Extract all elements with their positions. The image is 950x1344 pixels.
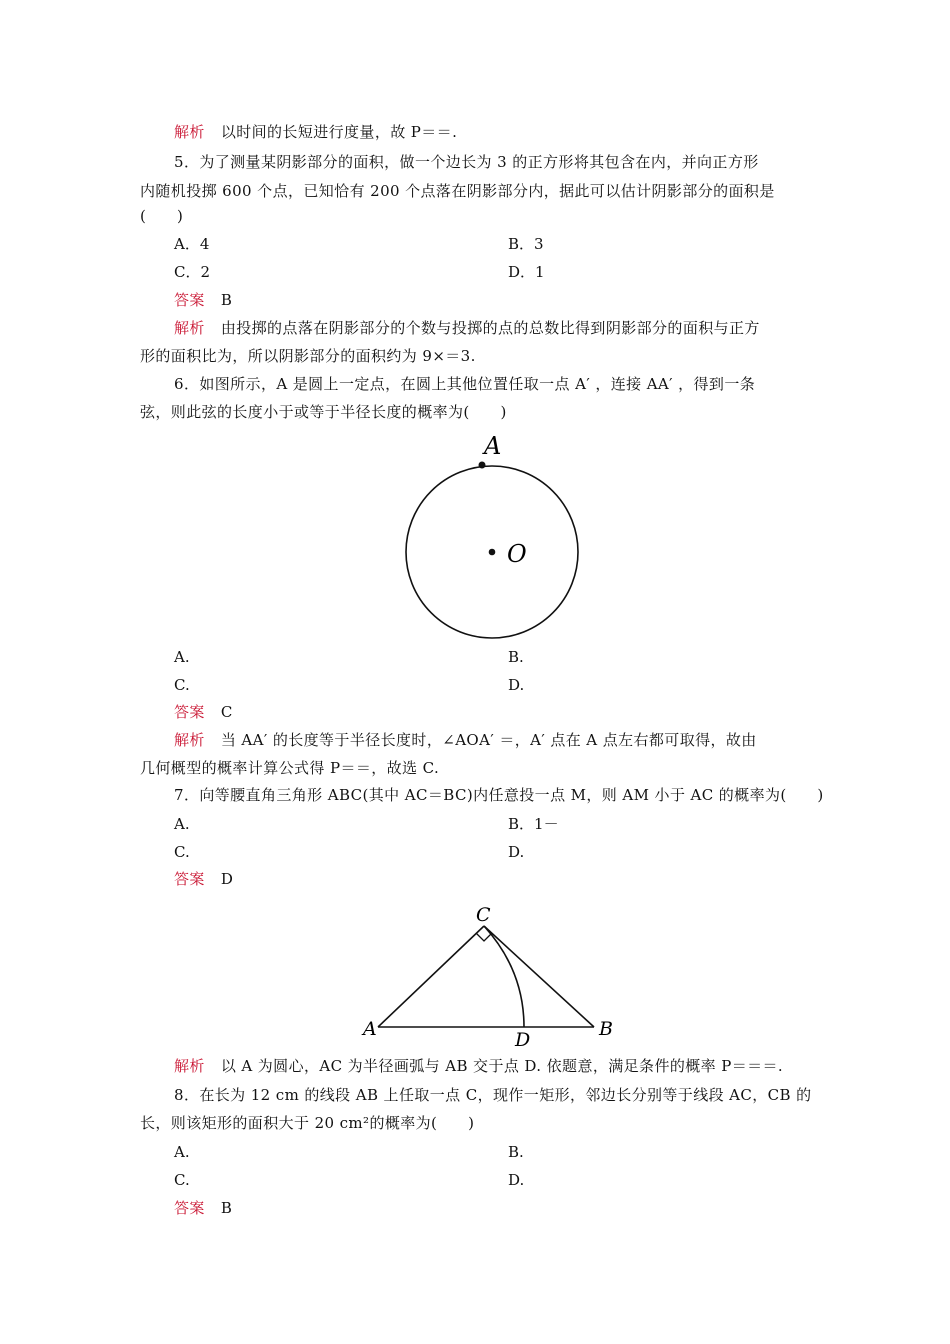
q7-option-b: B．1－: [508, 815, 559, 833]
q7-line-1: 7．向等腰直角三角形 ABC(其中 AC＝BC)内任意投一点 M，则 AM 小于 AC 的概率为( ): [174, 786, 824, 804]
q5-answer: [140, 290, 846, 310]
q7-option-a: A.: [174, 815, 190, 833]
label-c: C: [476, 904, 491, 926]
q8-line-1: 8．在长为 12 cm 的线段 AB 上任取一点 C，现作一矩形，邻边长分别等于线段 AC，CB 的: [174, 1086, 812, 1104]
answer-value: C: [220, 703, 233, 721]
label-a: A: [484, 432, 502, 460]
q5-analysis-line-1: [140, 318, 846, 338]
analysis-text: 以 A 为圆心，AC 为半径画弧与 AB 交于点 D. 依题意，满足条件的概率 P＝＝＝.: [220, 1057, 784, 1075]
label-d: D: [515, 1029, 531, 1051]
q6-option-a: A.: [174, 648, 190, 666]
answer-label: 答案: [174, 1199, 205, 1217]
side-ac: [378, 926, 484, 1027]
q7-analysis: [140, 1056, 846, 1076]
point-a-dot: [479, 462, 486, 469]
answer-label: 答案: [174, 291, 205, 309]
answer-value: D: [220, 870, 234, 888]
answer-label: 答案: [174, 703, 205, 721]
answer-value: B: [220, 291, 233, 309]
arc-cd: [484, 926, 524, 1027]
q6-option-c: C.: [174, 676, 190, 694]
q8-line-2: 长，则该矩形的面积大于 20 cm²的概率为( ): [140, 1114, 475, 1132]
analysis-label: 解析: [174, 731, 205, 749]
q5-option-a: A．4: [174, 235, 210, 253]
answer-label: 答案: [174, 870, 205, 888]
q7-option-c: C.: [174, 843, 190, 861]
q5-option-d: D．1: [508, 263, 545, 281]
q6-analysis-line-1: [140, 730, 846, 750]
analysis-label: 解析: [174, 319, 205, 337]
q6-line-2: 弦，则此弦的长度小于或等于半径长度的概率为( ): [140, 403, 507, 421]
label-o: O: [507, 540, 527, 568]
label-a: A: [363, 1018, 377, 1040]
q6-line-1: 6．如图所示，A 是圆上一定点，在圆上其他位置任取一点 A′ ，连接 AA′ ，得到一条: [174, 375, 756, 393]
analysis-text: 由投掷的点落在阴影部分的个数与投掷的点的总数比得到阴影部分的面积与正方: [220, 319, 760, 337]
q5-analysis-line-2: 形的面积比为，所以阴影部分的面积约为 9×＝3.: [140, 347, 476, 365]
q7-option-d: D.: [508, 843, 525, 861]
q5-line-3: ( ): [140, 207, 184, 225]
q5-line-2: 内随机投掷 600 个点，已知恰有 200 个点落在阴影部分内，据此可以估计阴影部分的面积是: [140, 182, 775, 200]
q8-option-c: C.: [174, 1171, 190, 1189]
q5-option-c: C．2: [174, 263, 211, 281]
right-angle-mark: [476, 933, 492, 941]
q8-answer: [140, 1198, 846, 1218]
q6-option-b: B.: [508, 648, 524, 666]
q6-analysis-line-2: 几何概型的概率计算公式得 P＝＝，故选 C.: [140, 759, 440, 777]
q6-answer: [140, 702, 846, 722]
triangle-figure: [356, 900, 626, 1051]
analysis-text: 当 AA′ 的长度等于半径长度时，∠AOA′ ＝，A′ 点在 A 点左右都可取得，故由: [220, 731, 757, 749]
answer-value: B: [220, 1199, 233, 1217]
q5-option-b: B．3: [508, 235, 544, 253]
q8-option-b: B.: [508, 1143, 524, 1161]
analysis-line-q4: [140, 122, 846, 142]
q5-line-1: 5．为了测量某阴影部分的面积，做一个边长为 3 的正方形将其包含在内，并向正方形: [174, 153, 759, 171]
analysis-label: 解析: [174, 123, 205, 141]
side-cb: [484, 926, 594, 1027]
q7-answer: [140, 869, 846, 889]
q8-option-a: A.: [174, 1143, 190, 1161]
q6-option-d: D.: [508, 676, 525, 694]
center-o-dot: [489, 549, 496, 556]
label-b: B: [599, 1018, 613, 1040]
circle-figure: [392, 428, 592, 643]
analysis-label: 解析: [174, 1057, 205, 1075]
analysis-text: 以时间的长短进行度量，故 P＝＝.: [220, 123, 458, 141]
q8-option-d: D.: [508, 1171, 525, 1189]
